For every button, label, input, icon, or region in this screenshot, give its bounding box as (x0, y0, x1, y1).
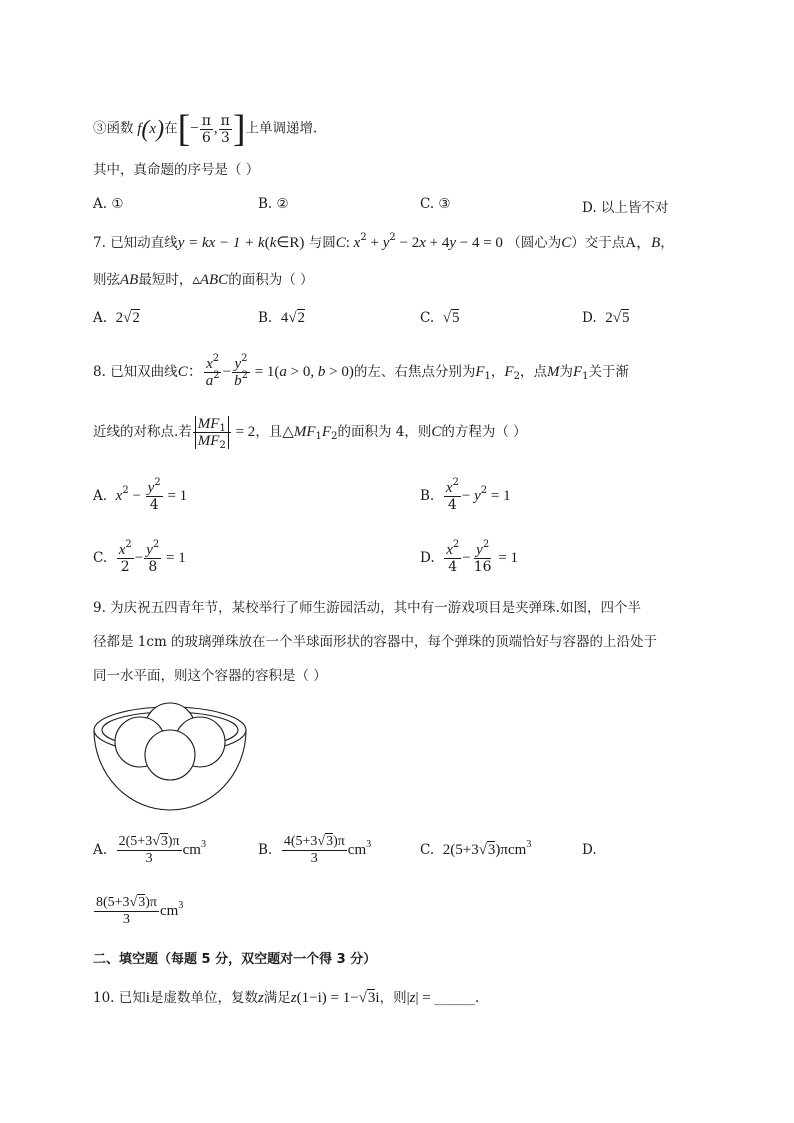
q6-prompt: 其中，真命题的序号是（ ） (93, 162, 260, 178)
q9-line-1: 9. 为庆祝五四青年节，某校举行了师生游园活动，其中有一游戏项目是夹弹珠.如图，四个半 (93, 600, 641, 616)
q7-option-b: B. 4√2 (258, 310, 306, 326)
q8-option-d: D. $\frac{x^2}{4}$ − $\frac{y^2}{16}$ = 1 (420, 539, 519, 575)
bowl-with-marbles-figure (90, 700, 250, 815)
q9-option-c: C. 2(5+3√3)πcm$^3$ (420, 839, 532, 858)
q6-option-b: B. ② (258, 196, 289, 212)
q6-item3-label: ③函数 (93, 120, 134, 137)
q9-option-d-label: D. (582, 842, 597, 858)
q9-line-3: 同一水平面，则这个容器的容积是（ ） (93, 668, 327, 684)
q9-option-d: $\frac{8(5+3√3)\pi}{3}$ $cm^3$ (96, 895, 184, 927)
q6-item3-text: 上单调递增. (245, 120, 318, 137)
q7-line-1: 7. 已知动直线y = kx − 1 + k(k∈R) 与圆C: $x^2 + y^2 - 2x + 4y - 4 = 0$ （圆心为C）交于点A，B， (93, 232, 674, 251)
math-f-x: f(x) (133, 116, 165, 143)
q6-item-3: ③函数 f(x)在[− $\frac{\pi}{6}$ , $\frac{\pi}{3}$ ]上单调递增. (93, 108, 318, 150)
q8-line-2: 近线的对称点.若 $\frac{MF_1}{MF_2}$ = 2，且$\triangle MF_1F_2$的面积为 4，则C的方程为（ ） (93, 416, 527, 451)
q7-option-a: A. 2√2 (93, 310, 140, 326)
q8-line-1: 8. 已知双曲线C： $\frac{x^2}{a^2}$ − $\frac{y^2}{b^2}$ = 1(a > 0, b > 0)的左、右焦点分别为$F_1$，$F_2$，点M为$F_1$关于渐 (93, 353, 629, 389)
q9-option-a: A. $\frac{2(5+3√3)\pi}{3}$ $cm^3$ (93, 834, 206, 866)
q10-line: 10. 已知i是虚数单位，复数z满足z(1−i) = 1−√3i，则|z| = ______. (93, 990, 480, 1006)
section-2-heading: 二、填空题（每题 5 分，双空题对一个得 3 分） (93, 952, 377, 967)
q7-option-c: C. √5 (420, 310, 460, 326)
q6-option-a: A. ① (93, 196, 124, 212)
q8-option-a: A. $x^2$ − $\frac{y^2}{4}$ = 1 (93, 477, 188, 513)
q7-option-d: D. 2√5 (582, 310, 630, 326)
q6-option-c: C. ③ (420, 196, 451, 212)
q7-line-2: 则弦AB最短时，▵ABC的面积为（ ） (93, 272, 314, 288)
q9-option-b: B. $\frac{4(5+3√3)\pi}{3}$ $cm^3$ (258, 834, 372, 866)
q8-option-b: B. $\frac{x^2}{4}$ − $y^2 = 1$ (420, 477, 511, 513)
q10-blank: ______. (434, 990, 480, 1006)
q6-option-d: D. 以上皆不对 (582, 200, 669, 216)
q9-line-2: 径都是 1cm 的玻璃弹珠放在一个半球面形状的容器中，每个弹珠的顶端恰好与容器的上沿处于 (93, 634, 658, 650)
q8-option-c: C. $\frac{x^2}{2}$ − $\frac{y^2}{8}$ = 1 (93, 539, 186, 575)
